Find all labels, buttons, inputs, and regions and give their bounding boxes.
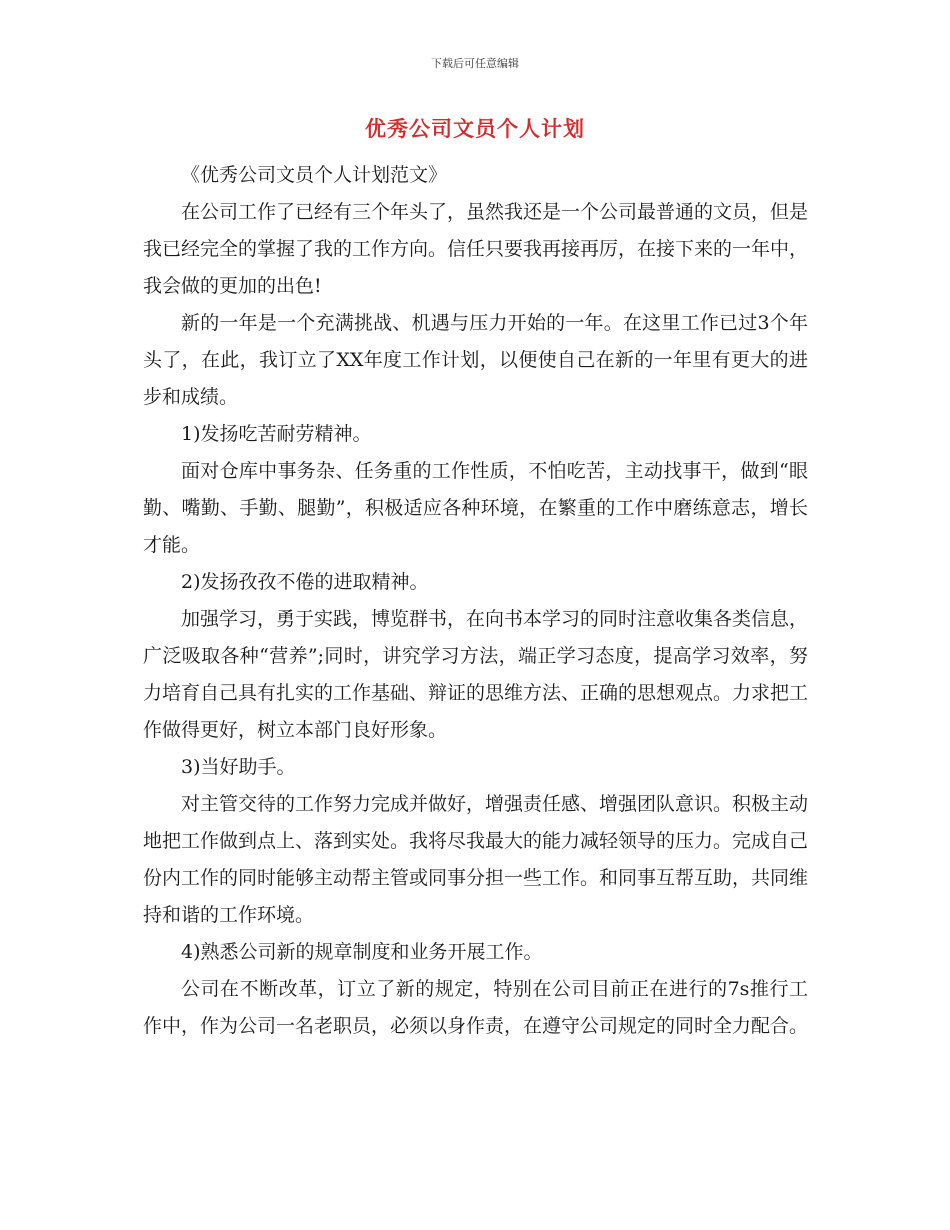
document-body (143, 157, 808, 1045)
paragraph-new-year: 新的一年是一个充满挑战、机遇与压力开始的一年。在这里工作已过3个年头了，在此，我订立了XX年度工作计划，以便使自己在新的一年里有更大的进步和成绩。 (143, 312, 808, 408)
paragraph-intro: 在公司工作了已经有三个年头了，虽然我还是一个公司最普通的文员，但是我已经完全的掌握了我的工作方向。信任只要我再接再厉，在接下来的一年中，我会做的更加的出色! (143, 201, 809, 297)
heading-point-3: 3)当好助手。 (181, 756, 296, 778)
heading-point-1: 1)发扬吃苦耐劳精神。 (181, 423, 372, 445)
paragraph-subtitle: 《优秀公司文员个人计划范文》 (181, 164, 448, 186)
paragraph-point-2: 加强学习，勇于实践，博览群书，在向书本学习的同时注意收集各类信息，广泛吸取各种“营养”;同时，讲究学习方法，端正学习态度，提高学习效率，努力培育自己具有扎实的工作基础、辩证的思维方法、正确的思想观点。力求把工作做得更好，树立本部门良好形象。 (143, 608, 809, 741)
document-title: 优秀公司文员个人计划 (365, 116, 585, 141)
heading-point-2: 2)发扬孜孜不倦的进取精神。 (181, 571, 429, 593)
paragraph-point-3: 对主管交待的工作努力完成并做好，增强责任感、增强团队意识。积极主动地把工作做到点上、落到实处。我将尽我最大的能力减轻领导的压力。完成自己份内工作的同时能够主动帮主管或同事分担一些工作。和同事互帮互助，共同维持和谐的工作环境。 (143, 793, 809, 926)
page-header: 下载后可任意编辑 (431, 57, 519, 70)
paragraph-point-4: 公司在不断改革，订立了新的规定，特别在公司目前正在进行的7s推行工作中，作为公司一名老职员，必须以身作责，在遵守公司规定的同时全力配合。 (143, 978, 809, 1037)
paragraph-point-1: 面对仓库中事务杂、任务重的工作性质，不怕吃苦，主动找事干，做到“眼勤、嘴勤、手勤、腿勤”，积极适应各种环境，在繁重的工作中磨练意志，增长才能。 (143, 460, 808, 556)
heading-point-4: 4)熟悉公司新的规章制度和业务开展工作。 (181, 941, 543, 963)
